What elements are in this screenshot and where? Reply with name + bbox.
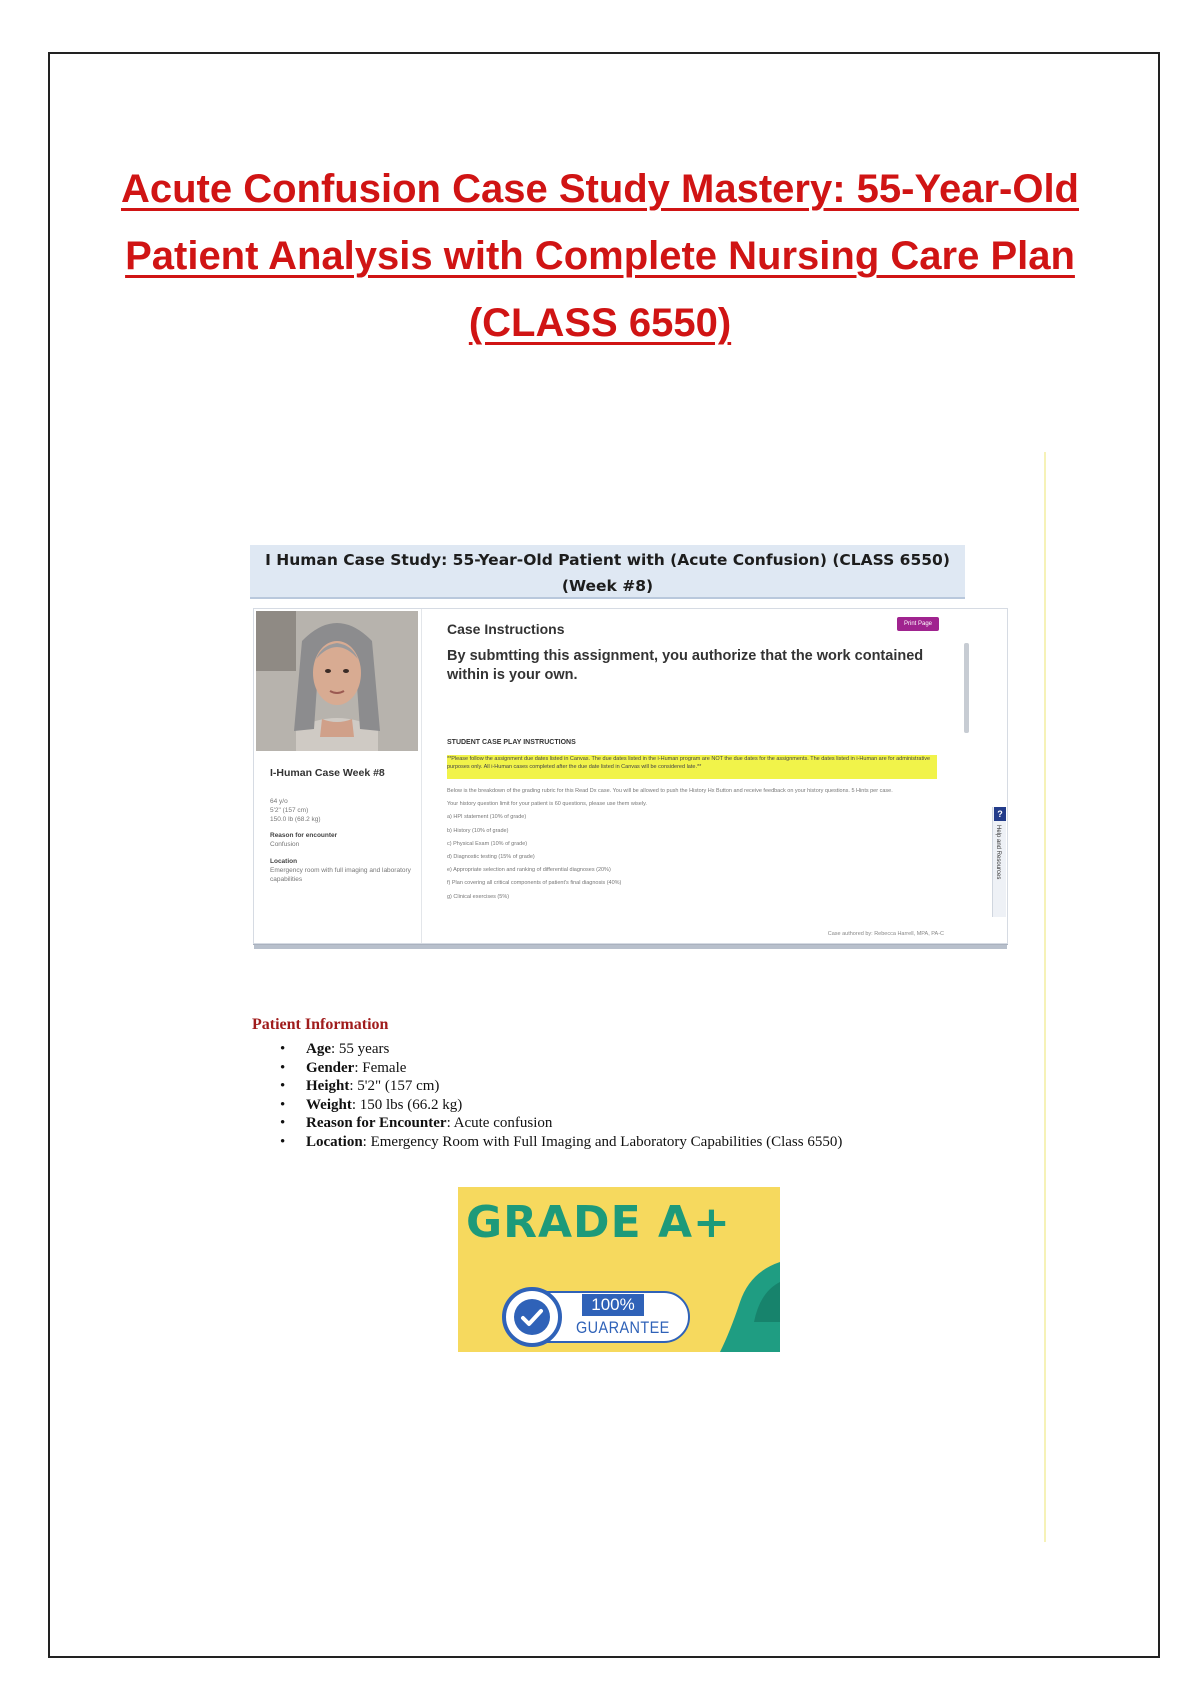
grade-label: GRADE A+ [466, 1197, 731, 1248]
screenshot-bottom-bar [254, 945, 1007, 949]
list-item: • Reason for Encounter: Acute confusion [280, 1114, 1000, 1133]
patient-avatar [256, 611, 418, 751]
grade-badge [458, 1187, 780, 1352]
list-item: • Age: 55 years [280, 1040, 1000, 1059]
case-header-line2: (Week #8) [561, 577, 654, 595]
help-tab-label: Help and Resources [995, 825, 1001, 880]
list-item: • Gender: Female [280, 1059, 1000, 1078]
patient-vitals: 64 y/o 5'2" (157 cm) 150.0 lb (68.2 kg) [270, 798, 321, 823]
help-resources-tab[interactable] [992, 807, 1006, 917]
case-author: Case authored by: Rebecca Harrell, MPA, PA-C [827, 931, 944, 937]
help-icon[interactable]: ? [994, 807, 1006, 821]
instructions-scrollbar[interactable] [964, 643, 969, 733]
check-icon [514, 1299, 550, 1335]
list-item: • Weight: 150 lbs (66.2 kg) [280, 1096, 1000, 1115]
list-item: • Location: Emergency Room with Full Imaging and Laboratory Capabilities (Class 6550) [280, 1133, 1000, 1152]
margin-rule [1044, 452, 1046, 1542]
print-page-button[interactable]: Print Page [897, 617, 939, 631]
student-instructions-heading: STUDENT CASE PLAY INSTRUCTIONS [447, 739, 576, 746]
patient-avatar-image [256, 611, 418, 751]
list-item: • Height: 5'2" (157 cm) [280, 1077, 1000, 1096]
guarantee-label: GUARANTEE [576, 1318, 670, 1337]
guarantee-percent: 100% [582, 1294, 644, 1316]
patient-info-list [280, 1040, 1000, 1151]
encounter-reason: Reason for encounter Confusion [270, 832, 338, 848]
instructions-panel [429, 609, 974, 943]
document-title: Acute Confusion Case Study Mastery: 55-Year-Old Patient Analysis with Complete Nursing Care Plan (CLASS 6550) [120, 167, 1079, 345]
patient-info-heading: Patient Information [252, 1016, 389, 1033]
patient-panel [254, 609, 422, 943]
case-screenshot [253, 608, 1008, 944]
authorization-statement: By submtting this assignment, you authorize that the work contained within is your own. [447, 648, 924, 683]
check-badge [502, 1287, 562, 1347]
patient-case-name: I-Human Case Week #8 [270, 767, 385, 779]
case-instructions-title: Case Instructions [447, 621, 565, 637]
scrubs-figure [710, 1252, 780, 1352]
encounter-location: Location Emergency room with full imaging and laboratory capabilities [270, 858, 411, 883]
case-header-line1: I Human Case Study: 55-Year-Old Patient with (Acute Confusion) (CLASS 6550) [265, 551, 950, 569]
grading-rubric: Below is the breakdown of the grading rubric for this Read Dx case. You will be allowed to push the History Hx Button and receive feedback on your history questions. 5 Hints per case. Your history question limit for your patient is 60 questions, please use them wisely. a) HPI statement (10% of grade) b) History (10% of grade) c) Physical Exam (10% of grade) d) Diagnostic testing (15% of grade) e) Appropriate selection and ranking of differential diagnoses (20%) f) Plan covering all critical components of patient's final diagnosis (40%) g) Clinical exercises (5%) [447, 788, 893, 900]
due-date-notice: **Please follow the assignment due dates listed in Canvas. The due dates listed in the i-Human program are NOT the due dates for the assignments. The dates listed in i-Human are for administrative purposes only. All i-Human cases completed after the due date listed in Canvas will be considered late.** [447, 755, 937, 779]
case-header [250, 545, 965, 599]
